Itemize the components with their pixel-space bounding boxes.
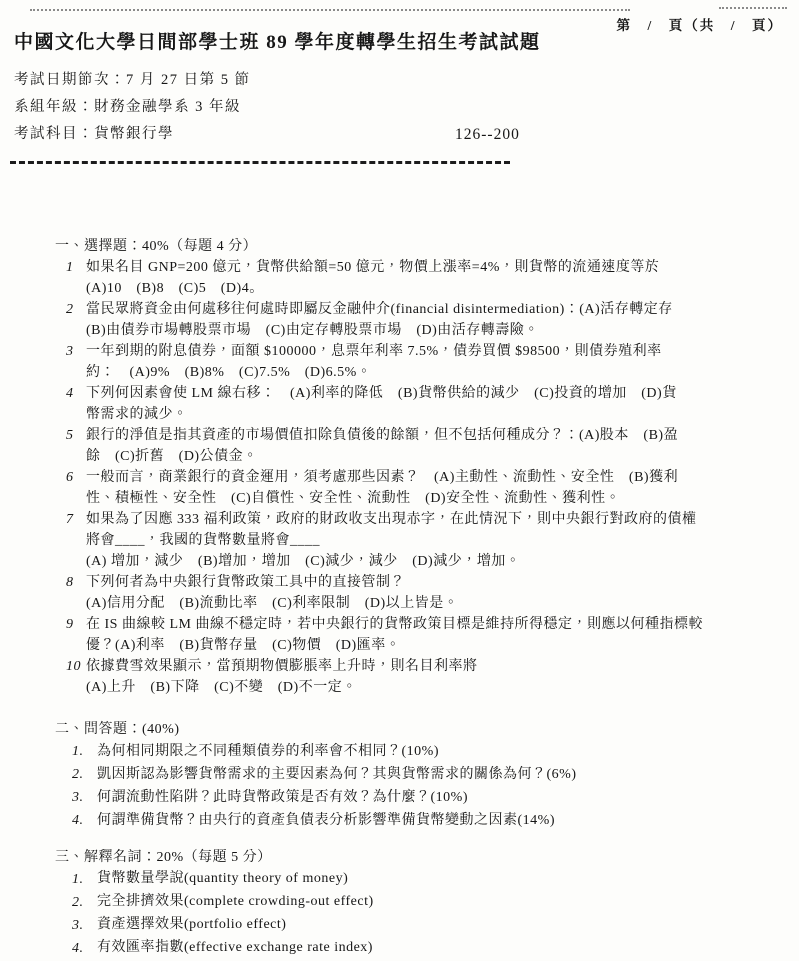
exam-title: 中國文化大學日間部學士班 89 學年度轉學生招生考試試題 <box>14 32 541 53</box>
question-number: 3. <box>72 918 84 933</box>
question-text-line: 當民眾將資金由何處移往何處時即屬反金融仲介(financial disintermediation)：(A)活存轉定存 <box>86 302 673 317</box>
question-number: 9 <box>66 617 74 632</box>
question <box>66 383 799 425</box>
question <box>72 914 799 937</box>
question-text <box>86 509 799 572</box>
exam-dept-line: 系組年級：財務金融學系 3 年級 <box>14 99 241 115</box>
question-number: 2 <box>66 302 74 317</box>
question-text <box>97 937 799 960</box>
question-text-line: 一般而言，商業銀行的資金運用，須考慮那些因素？ (A)主動性、流動性、安全性 (B)獲利 <box>86 470 679 485</box>
question-text <box>86 299 799 341</box>
question <box>72 937 799 960</box>
question-text <box>86 467 799 509</box>
question-text <box>97 891 799 914</box>
question-number: 3. <box>72 790 84 805</box>
subject-code: 126--200 <box>455 126 520 143</box>
question-number: 4. <box>72 941 84 956</box>
scan-artifact-line-right <box>719 7 787 9</box>
question-text-line: 有效匯率指數(effective exchange rate index) <box>97 940 373 955</box>
question <box>72 740 799 763</box>
question-number: 2. <box>72 767 84 782</box>
question <box>66 614 799 656</box>
question-text-line: 約： (A)9% (B)8% (C)7.5% (D)6.5%。 <box>86 365 372 380</box>
question-text-line: 貨幣數量學說(quantity theory of money) <box>97 871 349 886</box>
question-text-line: 下列何因素會使 LM 線右移： (A)利率的降低 (B)貨幣供給的減少 (C)投資的增加 (D)貨 <box>86 386 677 401</box>
question-text-line: 如果為了因應 333 福利政策，政府的財政收支出現赤字，在此情況下，則中央銀行對政府的債權 <box>86 512 697 527</box>
question-number: 7 <box>66 512 74 527</box>
question-text-line: 何謂準備貨幣？由央行的資產負債表分析影響準備貨幣變動之因素(14%) <box>97 813 555 828</box>
section-heading: 二、問答題：(40%) <box>55 722 180 737</box>
question-text <box>86 425 799 467</box>
question-number: 1. <box>72 744 84 759</box>
exam-section-1 <box>0 236 799 698</box>
section-heading: 三、解釋名詞：20%（每題 5 分） <box>55 850 272 865</box>
exam-subject-row <box>14 121 799 148</box>
question-text <box>86 656 799 698</box>
question <box>66 341 799 383</box>
question-text <box>97 914 799 937</box>
question-number: 4. <box>72 813 84 828</box>
question-text-line: 優？(A)利率 (B)貨幣存量 (C)物價 (D)匯率。 <box>86 638 401 653</box>
question-text-line: 餘 (C)折舊 (D)公債金。 <box>86 449 258 464</box>
question <box>72 809 799 832</box>
question-text-line: 為何相同期限之不同種類債券的利率會不相同？(10%) <box>97 744 439 759</box>
question <box>66 656 799 698</box>
question-text-line: (A)信用分配 (B)流動比率 (C)利率限制 (D)以上皆是。 <box>86 596 459 611</box>
question <box>66 257 799 299</box>
question-text <box>86 257 799 299</box>
question-number: 4 <box>66 386 74 401</box>
question <box>66 509 799 572</box>
question-number: 5 <box>66 428 74 443</box>
exam-body <box>0 236 799 960</box>
scan-artifact-line <box>30 9 630 11</box>
question-text-line: 性、積極性、安全性 (C)自償性、安全性、流動性 (D)安全性、流動性、獲利性。 <box>86 491 621 506</box>
question <box>72 891 799 914</box>
exam-section-2 <box>0 719 799 832</box>
question <box>66 467 799 509</box>
exam-date-line: 考試日期節次：7 月 27 日第 5 節 <box>14 72 251 88</box>
question-number: 8 <box>66 575 74 590</box>
question <box>66 425 799 467</box>
question <box>66 572 799 614</box>
question-number: 1. <box>72 872 84 887</box>
question-text-line: (B)由債券市場轉股票市場 (C)由定存轉股票市場 (D)由活存轉壽險。 <box>86 323 539 338</box>
question-text <box>86 383 799 425</box>
section-heading: 一、選擇題：40%（每題 4 分） <box>55 239 258 254</box>
question-text <box>86 614 799 656</box>
question-number: 1 <box>66 260 74 275</box>
question-text-line: 如果名目 GNP=200 億元，貨幣供給額=50 億元，物價上漲率=4%，則貨幣的流通速度等於 <box>86 260 660 275</box>
question-number: 2. <box>72 895 84 910</box>
question-text-line: (A) 增加，減少 (B)增加，增加 (C)減少，減少 (D)減少，增加。 <box>86 554 521 569</box>
question-text-line: (A)10 (B)8 (C)5 (D)4。 <box>86 281 264 296</box>
question <box>66 299 799 341</box>
page-number-label: 第 / 頁（共 / 頁） <box>616 18 783 33</box>
question <box>72 763 799 786</box>
question-text-line: 依據費雪效果顯示，當預期物價膨脹率上升時，則名目利率將 <box>86 659 478 674</box>
exam-section-3 <box>0 847 799 960</box>
question-text <box>86 341 799 383</box>
question-text-line: (A)上升 (B)下降 (C)不變 (D)不一定。 <box>86 680 357 695</box>
question-text-line: 資產選擇效果(portfolio effect) <box>97 917 287 932</box>
header-divider <box>10 161 510 164</box>
question-text-line: 在 IS 曲線較 LM 曲線不穩定時，若中央銀行的貨幣政策目標是維持所得穩定，則應以何種指標較 <box>86 617 703 632</box>
question-text <box>97 763 799 786</box>
exam-subject-line: 考試科目：貨幣銀行學 <box>14 126 174 142</box>
exam-info-block <box>14 67 799 148</box>
question-text-line: 完全排擠效果(complete crowding-out effect) <box>97 894 374 909</box>
question-text <box>97 740 799 763</box>
question-text-line: 下列何者為中央銀行貨幣政策工具中的直接管制？ <box>86 575 405 590</box>
question-text <box>97 868 799 891</box>
question-text-line: 一年到期的附息債券，面額 $100000，息票年利率 7.5%，債券買價 $98500，則債券殖利率 <box>86 344 662 359</box>
question-number: 10 <box>66 659 81 674</box>
question-text-line: 將會____，我國的貨幣數量將會____ <box>86 533 320 548</box>
question-text-line: 凱因斯認為影響貨幣需求的主要因素為何？其與貨幣需求的關係為何？(6%) <box>97 767 577 782</box>
question <box>72 868 799 891</box>
question-number: 3 <box>66 344 74 359</box>
question-text-line: 何謂流動性陷阱？此時貨幣政策是否有效？為什麼？(10%) <box>97 790 468 805</box>
question-text <box>97 786 799 809</box>
question-text <box>97 809 799 832</box>
question-text <box>86 572 799 614</box>
question-number: 6 <box>66 470 74 485</box>
question <box>72 786 799 809</box>
question-text-line: 銀行的淨值是指其資產的市場價值扣除負債後的餘額，但不包括何種成分？：(A)股本 (B)盈 <box>86 428 679 443</box>
question-text-line: 幣需求的減少。 <box>86 407 188 422</box>
